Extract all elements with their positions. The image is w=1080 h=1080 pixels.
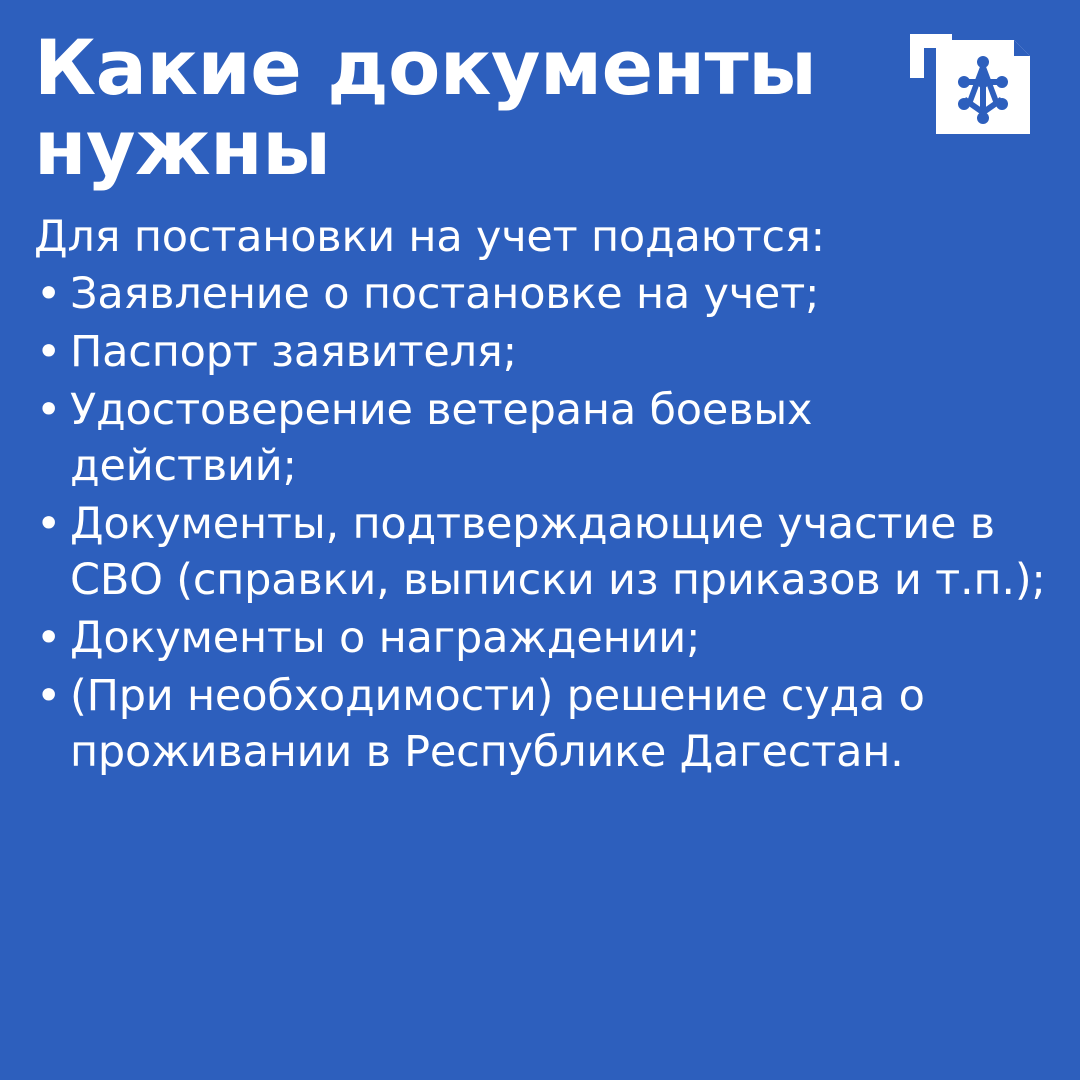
list-item bbox=[34, 325, 1046, 381]
bullet-icon: • bbox=[36, 612, 62, 663]
list-item-label: Удостоверение ветерана боевых действий; bbox=[70, 385, 813, 492]
network-node-cube-logo bbox=[906, 30, 1034, 158]
list-item-label: Документы о награждении; bbox=[70, 612, 701, 663]
bullet-icon: • bbox=[36, 499, 62, 550]
list-item bbox=[34, 267, 1046, 323]
page-title: Какие документы нужны bbox=[34, 23, 817, 192]
list-item-label: Заявление о постановке на учет; bbox=[70, 269, 820, 320]
bullet-icon: • bbox=[36, 385, 62, 436]
bullet-icon: • bbox=[36, 269, 62, 320]
list-item bbox=[34, 497, 1046, 609]
bullet-icon: • bbox=[36, 327, 62, 378]
card-header bbox=[34, 23, 1046, 192]
list-item-label: (При необходимости) решение суда о проживании в Республике Дагестан. bbox=[70, 670, 925, 777]
intro-text: Для постановки на учет подаются: bbox=[34, 211, 825, 262]
documents-list bbox=[34, 267, 1046, 780]
list-item bbox=[34, 611, 1046, 667]
list-item-label: Паспорт заявителя; bbox=[70, 327, 517, 378]
list-item bbox=[34, 669, 1046, 781]
bullet-icon: • bbox=[36, 670, 62, 721]
list-item-label: Документы, подтверждающие участие в СВО (справки, выписки из приказов и т.п.); bbox=[70, 499, 1046, 605]
card-body bbox=[34, 210, 1046, 781]
list-item bbox=[34, 383, 1046, 495]
